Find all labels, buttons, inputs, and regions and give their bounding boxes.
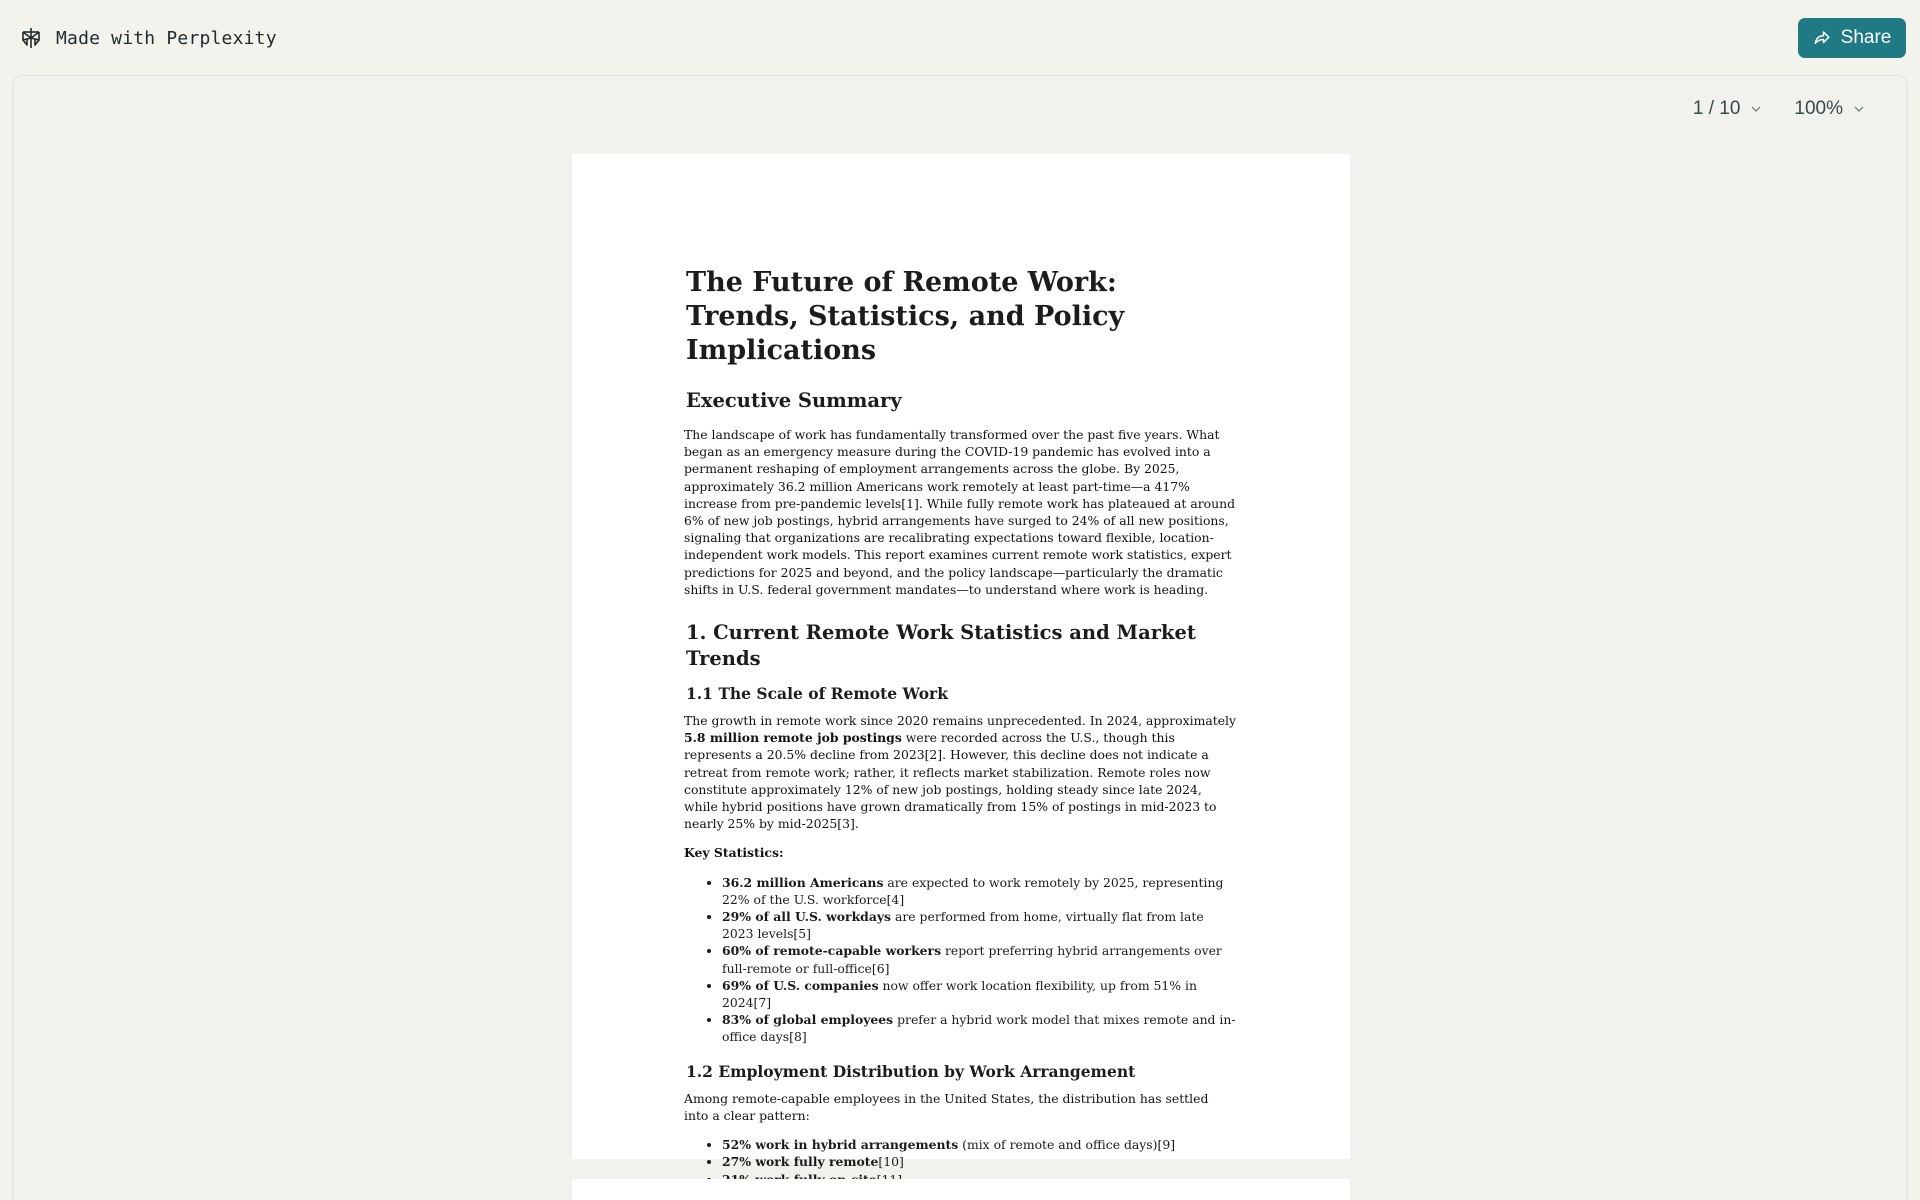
list-item-text: are expected to work remotely by 2025, representing 22% of the U.S. workforce[4] — [722, 874, 1224, 907]
executive-summary-heading: Executive Summary — [686, 389, 902, 412]
share-button[interactable] — [1798, 18, 1906, 58]
list-item — [722, 1153, 1236, 1170]
executive-summary-text: The landscape of work has fundamentally transformed over the past five years. What began as an emergency measure during the COVID-19 pandemic has evolved into a permanent reshaping of employment arrangements across the globe. By 2025, approximately 36.2 million Americans work remotely at least part-time—a 417% increase from pre-pandemic levels[1]. While fully remote work has plateaued at around 6% of new job postings, hybrid arrangements have surged to 24% of all new positions, signaling that organizations are recalibrating expectations toward flexible, location-independent work models. This report examines current remote work statistics, expert predictions for 2025 and beyond, and the policy landscape—particularly the dramatic shifts in U.S. federal government mandates—to understand where work is heading. — [684, 427, 1236, 597]
list-item — [722, 942, 1236, 976]
page-indicator: 1 / 10 — [1692, 98, 1741, 119]
key-statistics-label — [684, 844, 1236, 861]
brand[interactable] — [18, 24, 277, 52]
document-page — [572, 154, 1350, 1170]
next-document-page — [572, 1179, 1350, 1200]
perplexity-logo-icon — [18, 25, 44, 51]
bold-text-run: 5.8 million remote job postings — [684, 730, 902, 746]
share-label: Share — [1840, 27, 1892, 48]
page-selector[interactable] — [1693, 98, 1765, 120]
list-item — [722, 908, 1236, 942]
list-item — [722, 1136, 1236, 1153]
list-item-bold: 60% of remote-capable workers — [722, 943, 942, 959]
list-item-text: (mix of remote and office days)[9] — [958, 1137, 1176, 1153]
share-icon — [1813, 28, 1833, 48]
zoom-selector[interactable] — [1794, 98, 1867, 120]
document-title: The Future of Remote Work: Trends, Statistics, and Policy Implications — [686, 267, 1125, 366]
chevron-down-icon — [1853, 102, 1867, 116]
list-item-bold: 27% work fully remote — [722, 1154, 879, 1170]
list-item-text: report preferring hybrid arrangements over full-remote or full-office[6] — [722, 943, 1222, 976]
top-bar — [0, 0, 1920, 75]
list-item-text: [10] — [878, 1154, 904, 1170]
document-viewer[interactable] — [12, 75, 1908, 1200]
list-item-bold: 69% of U.S. companies — [722, 977, 879, 993]
text-run: were recorded across the U.S., though this represents a 20.5% decline from 2023[2]. However, this decline does not indicate a retreat from remote work; rather, it reflects market stabilization. Remote roles now constitute approximately 12% of new job postings, holding steady since late 2024, while hybrid positions have grown dramatically from 15% of postings in mid-2023 to nearly 25% by mid-2025[3]. — [684, 730, 1217, 832]
list-item-bold: 29% of all U.S. workdays — [722, 909, 892, 925]
list-item-text: are performed from home, virtually flat from late 2023 levels[5] — [722, 909, 1204, 942]
list-item-bold: 83% of global employees — [722, 1012, 894, 1028]
brand-label: Made with Perplexity — [56, 27, 277, 49]
section-1-1-paragraph — [684, 712, 1236, 832]
section-1-heading: 1. Current Remote Work Statistics and Market Trends — [686, 621, 1196, 671]
key-statistics-label-text: Key Statistics: — [684, 845, 784, 861]
section-1-2-heading: 1.2 Employment Distribution by Work Arrangement — [686, 1061, 1136, 1081]
list-item — [722, 874, 1236, 908]
list-item-text: prefer a hybrid work model that mixes remote and in-office days[8] — [722, 1012, 1236, 1045]
text-run: The growth in remote work since 2020 remains unprecedented. In 2024, approximately — [684, 713, 1236, 729]
list-item — [722, 977, 1236, 1011]
zoom-level: 100% — [1794, 98, 1843, 119]
key-statistics-list — [684, 874, 1236, 1046]
list-item-bold: 52% work in hybrid arrangements — [722, 1137, 959, 1153]
list-item — [722, 1011, 1236, 1045]
list-item-text: now offer work location flexibility, up from 51% in 2024[7] — [722, 977, 1197, 1011]
section-1-2-text: Among remote-capable employees in the United States, the distribution has settled into a clear pattern: — [684, 1090, 1209, 1123]
list-item-bold: 36.2 million Americans — [722, 874, 884, 890]
chevron-down-icon — [1750, 102, 1764, 116]
viewer-controls — [1693, 98, 1867, 120]
section-1-1-heading: 1.1 The Scale of Remote Work — [686, 684, 948, 704]
